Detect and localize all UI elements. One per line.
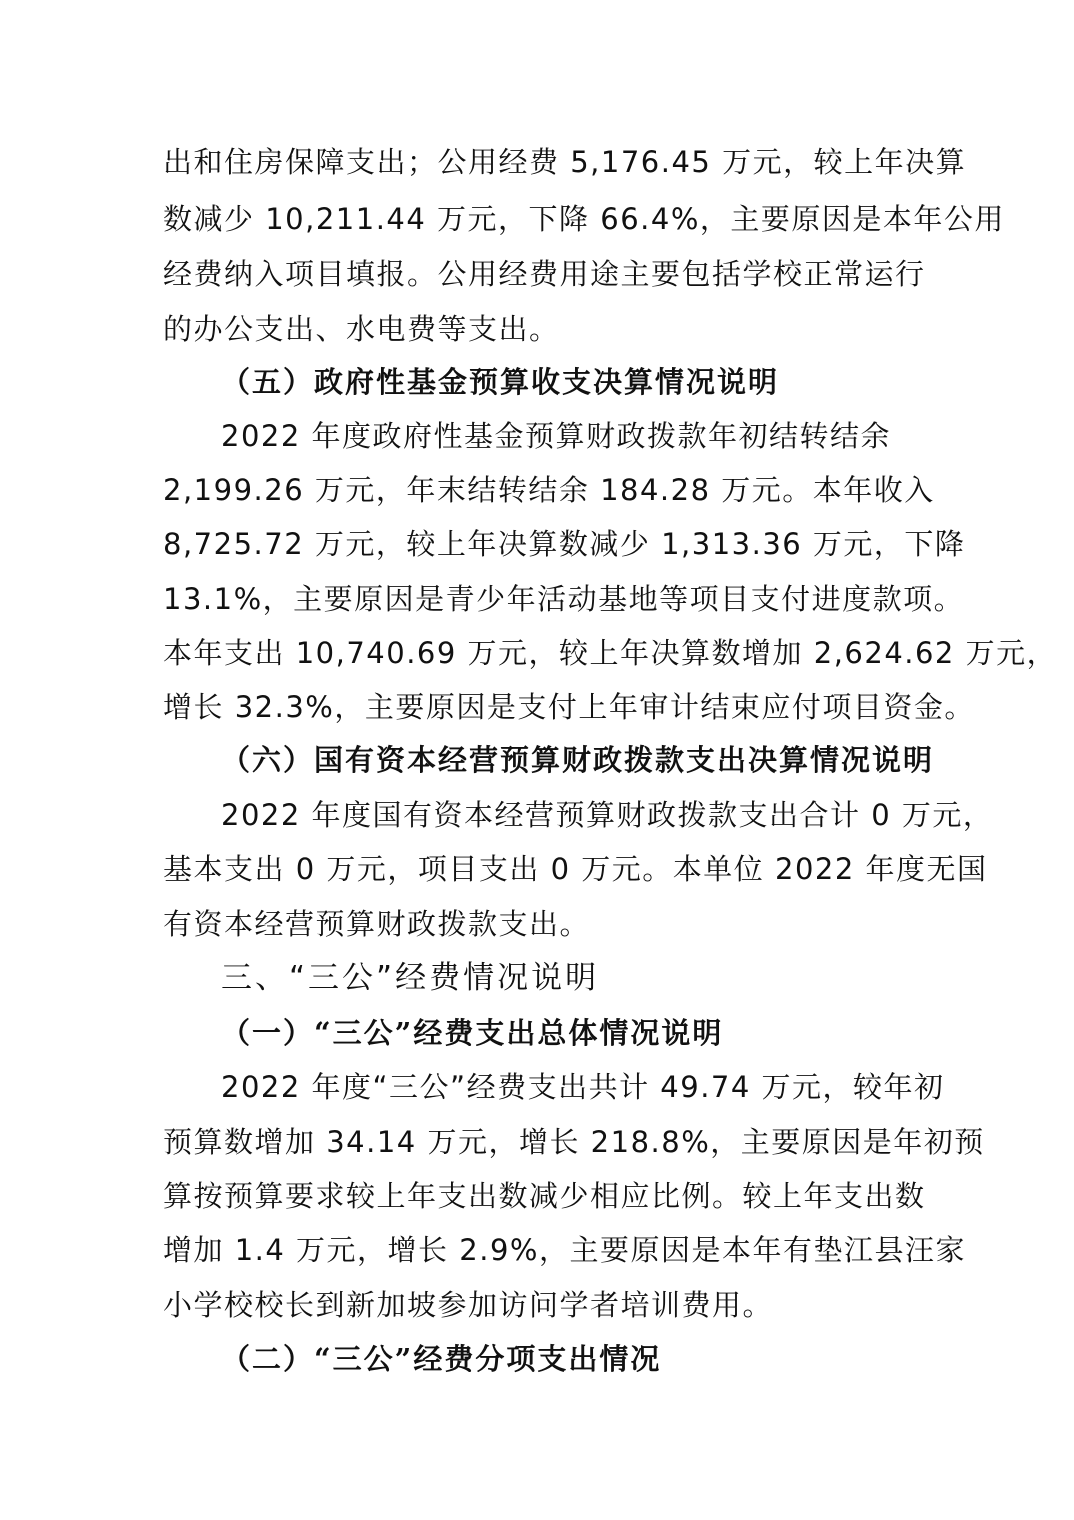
subsection-heading-6: （六）国有资本经营预算财政拨款支出决算情况说明 <box>221 743 935 777</box>
subsection-heading-2: （二）“三公”经费分项支出情况 <box>221 1342 662 1376</box>
body-text-line: 本年支出 10,740.69 万元，较上年决算数增加 2,624.62 万元， <box>163 636 1058 670</box>
body-text-line: 13.1%，主要原因是青少年活动基地等项目支付进度款项。 <box>163 582 965 616</box>
body-text-line: 出和住房保障支出；公用经费 5,176.45 万元，较上年决算 <box>163 145 967 179</box>
body-text-line: 2,199.26 万元，年末结转结余 184.28 万元。本年收入 <box>163 473 935 507</box>
subsection-heading-1: （一）“三公”经费支出总体情况说明 <box>221 1016 724 1050</box>
body-text-line: 数减少 10,211.44 万元，下降 66.4%，主要原因是本年公用 <box>163 202 1005 236</box>
body-text-line: 增长 32.3%，主要原因是支付上年审计结束应付项目资金。 <box>163 690 975 724</box>
body-text-line: 有资本经营预算财政拨款支出。 <box>163 907 591 941</box>
body-text-line: 增加 1.4 万元，增长 2.9%，主要原因是本年有垫江县汪家 <box>163 1233 966 1267</box>
body-text-line: 算按预算要求较上年支出数减少相应比例。较上年支出数 <box>163 1179 926 1213</box>
body-text-line: 8,725.72 万元，较上年决算数减少 1,313.36 万元，下降 <box>163 527 966 561</box>
body-text-line: 小学校校长到新加坡参加访问学者培训费用。 <box>163 1288 774 1322</box>
body-text-line: 经费纳入项目填报。公用经费用途主要包括学校正常运行 <box>163 257 926 291</box>
body-text-line: 基本支出 0 万元，项目支出 0 万元。本单位 2022 年度无国 <box>163 852 988 886</box>
body-text-line: 2022 年度国有资本经营预算财政拨款支出合计 0 万元， <box>221 798 994 832</box>
section-heading-3: 三、“三公”经费情况说明 <box>221 960 600 996</box>
body-text-line: 的办公支出、水电费等支出。 <box>163 312 560 346</box>
body-text-line: 2022 年度政府性基金预算财政拨款年初结转结余 <box>221 419 892 453</box>
body-text-line: 2022 年度“三公”经费支出共计 49.74 万元，较年初 <box>221 1070 945 1104</box>
subsection-heading-5: （五）政府性基金预算收支决算情况说明 <box>221 365 780 399</box>
body-text-line: 预算数增加 34.14 万元，增长 218.8%，主要原因是年初预 <box>163 1125 985 1159</box>
